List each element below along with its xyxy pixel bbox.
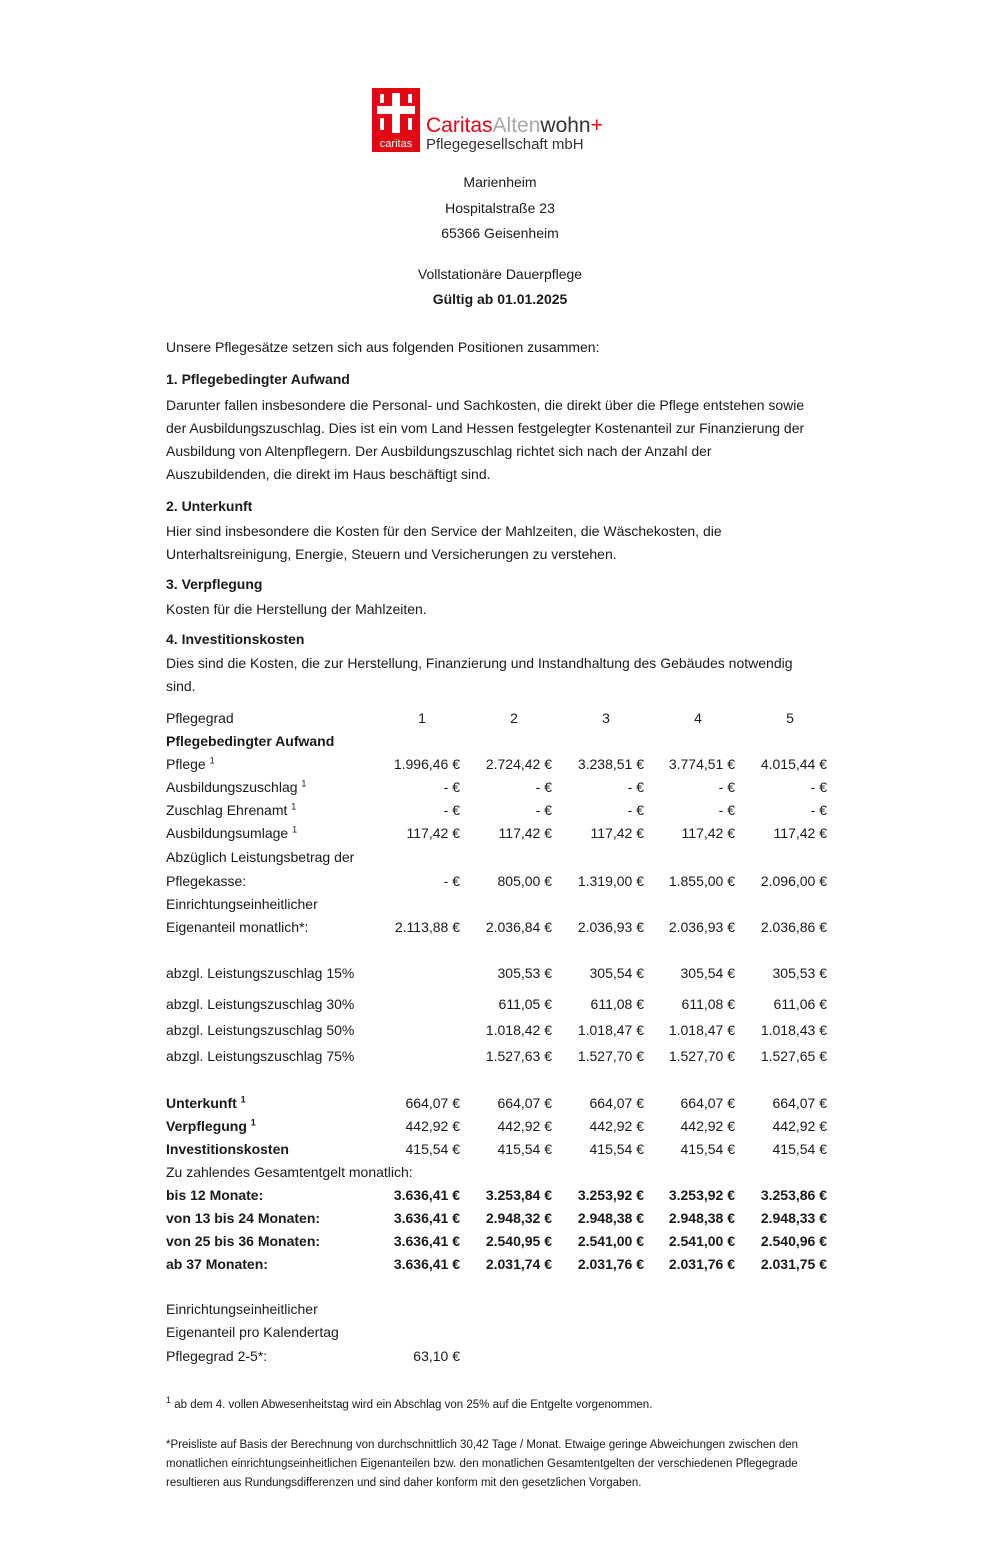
row-label-text: von 13 bis 24 Monaten: — [166, 1210, 321, 1226]
row-label — [166, 1092, 246, 1114]
price-cell: 3.774,51 € — [668, 756, 735, 772]
price-cell: 415,54 € — [680, 1141, 735, 1157]
row-label-text: Pflege — [166, 756, 206, 772]
price-cell: 305,54 € — [589, 965, 644, 981]
cost-row — [166, 1092, 832, 1114]
section-text-line: Dies sind die Kosten, die zur Herstellung, Finanzierung und Instandhaltung des Gebäudes notwendig — [166, 655, 793, 671]
facility-name: Marienheim — [463, 174, 537, 190]
price-cell: 415,54 € — [405, 1141, 460, 1157]
row-label — [166, 870, 246, 892]
price-cell: 1.018,47 € — [577, 1022, 644, 1038]
price-cell: 3.636,41 € — [393, 1210, 460, 1226]
logo-caritas-small-text: caritas — [379, 138, 413, 150]
footnote-marker: 1 — [250, 1117, 256, 1128]
price-cell: 1.527,65 € — [760, 1048, 827, 1064]
price-cell: 2.541,00 € — [577, 1233, 644, 1249]
row-label — [166, 1045, 354, 1067]
row-label-text: Abzüglich Leistungsbetrag der — [166, 849, 355, 865]
section-heading: 2. Unterkunft — [166, 498, 253, 514]
price-cell: 2.036,93 € — [577, 919, 644, 935]
section-text-line: Darunter fallen insbesondere die Personal- und Sachkosten, die direkt über die Pflege entstehen sowie — [166, 397, 805, 413]
section-heading: 4. Investitionskosten — [166, 631, 305, 647]
table-row — [166, 753, 832, 775]
price-cell: 117,42 € — [406, 825, 460, 841]
price-cell: 1.018,47 € — [668, 1022, 735, 1038]
price-cell: 611,08 € — [681, 996, 735, 1012]
row-label-text: Pflegekasse: — [166, 873, 247, 889]
section-text-line: Kosten für die Herstellung der Mahlzeiten. — [166, 601, 427, 617]
section-text-line: Auszubildenden, die direkt im Haus beschäftigt sind. — [166, 466, 491, 482]
logo-name-wohn: wohn — [540, 114, 591, 137]
grade-header: 3 — [602, 710, 610, 726]
price-cell: 2.948,33 € — [760, 1210, 827, 1226]
total-label: Zu zahlendes Gesamtentgelt monatlich: — [166, 1164, 413, 1180]
price-cell: 2.540,95 € — [485, 1233, 552, 1249]
table-row — [166, 916, 832, 938]
valid-from: Gültig ab 01.01.2025 — [432, 291, 568, 307]
daily-value: 63,10 € — [413, 1348, 460, 1364]
discount-row — [166, 993, 832, 1015]
logo-subtitle: Pflegegesellschaft mbH — [426, 136, 584, 153]
total-row — [166, 1230, 832, 1252]
price-cell: - € — [443, 873, 460, 889]
price-cell: 415,54 € — [772, 1141, 827, 1157]
daily-label-line: Pflegegrad 2-5*: — [166, 1348, 268, 1364]
price-cell: 305,53 € — [772, 965, 827, 981]
row-label — [166, 916, 308, 938]
row-label-text: abzgl. Leistungszuschlag 15% — [166, 965, 355, 981]
footnote-marker: 1 — [240, 1094, 246, 1105]
row-label-text: abzgl. Leistungszuschlag 50% — [166, 1022, 355, 1038]
section-text-line: sind. — [166, 678, 196, 694]
price-cell: 611,05 € — [498, 996, 552, 1012]
row-label-text: von 25 bis 36 Monaten: — [166, 1233, 321, 1249]
price-cell: 3.253,84 € — [485, 1187, 552, 1203]
footnote-marker: 1 — [166, 1395, 172, 1406]
facility-city: 65366 Geisenheim — [441, 225, 559, 241]
footnote-2-line: monatlichen einrichtungseinheitlichen Eigenanteilen bzw. den monatlichen Gesamtentgelten der verschiedenen Pflegegrade — [166, 1458, 798, 1470]
row-label — [166, 753, 215, 775]
row-label-text: abzgl. Leistungszuschlag 75% — [166, 1048, 355, 1064]
price-cell: 3.253,86 € — [760, 1187, 827, 1203]
price-cell: 664,07 € — [680, 1095, 735, 1111]
price-cell: - € — [718, 802, 735, 818]
footnote-1-text: ab dem 4. vollen Abwesenheitstag wird ein Abschlag von 25% auf die Entgelte vorgenommen. — [171, 1399, 653, 1411]
logo-brand-name — [426, 114, 603, 138]
price-cell: 117,42 € — [498, 825, 552, 841]
price-cell: 3.636,41 € — [393, 1256, 460, 1272]
price-cell: 442,92 € — [680, 1118, 735, 1134]
price-cell: 664,07 € — [405, 1095, 460, 1111]
price-cell: 415,54 € — [497, 1141, 552, 1157]
daily-row — [166, 1298, 832, 1320]
row-label — [166, 1184, 263, 1206]
footnote-1 — [166, 1396, 836, 1415]
price-cell: 1.527,63 € — [485, 1048, 552, 1064]
discount-row — [166, 1019, 832, 1041]
row-label — [166, 799, 296, 821]
discount-row — [166, 1045, 832, 1067]
section-heading: 3. Verpflegung — [166, 576, 263, 592]
logo-name-plus: + — [590, 114, 603, 137]
row-label-text: Einrichtungseinheitlicher — [166, 896, 318, 912]
section-text-line: Unterhaltsreinigung, Energie, Steuern und Versicherungen zu verstehen. — [166, 546, 617, 562]
price-cell: 415,54 € — [589, 1141, 644, 1157]
price-cell: 305,53 € — [497, 965, 552, 981]
price-cell: 117,42 € — [590, 825, 644, 841]
footnote-marker: 1 — [292, 824, 298, 835]
table-header-row — [166, 707, 832, 729]
price-cell: 442,92 € — [589, 1118, 644, 1134]
price-cell: - € — [627, 779, 644, 795]
table-row — [166, 799, 832, 821]
footnote-marker: 1 — [209, 755, 215, 766]
grade-header: 2 — [510, 710, 518, 726]
row-label — [166, 822, 297, 844]
price-cell: 611,08 € — [590, 996, 644, 1012]
price-cell: 2.948,32 € — [485, 1210, 552, 1226]
price-cell: 117,42 € — [773, 825, 827, 841]
price-cell: 1.319,00 € — [577, 873, 644, 889]
price-cell: 1.996,46 € — [393, 756, 460, 772]
cost-row — [166, 1138, 832, 1160]
table-group-row — [166, 730, 832, 752]
footnote-2-line: resultieren aus Rundungsdifferenzen und sind daher konform mit den gesetzlichen Vorgaben. — [166, 1477, 642, 1489]
table-row — [166, 822, 832, 844]
price-cell: 3.238,51 € — [577, 756, 644, 772]
footnote-marker: 1 — [301, 778, 307, 789]
group-label: Pflegebedingter Aufwand — [166, 733, 335, 749]
row-label-text: bis 12 Monate: — [166, 1187, 264, 1203]
row-label — [166, 993, 354, 1015]
price-cell: 442,92 € — [405, 1118, 460, 1134]
price-cell: - € — [535, 802, 552, 818]
total-label-row — [166, 1161, 832, 1183]
price-cell: 305,54 € — [680, 965, 735, 981]
daily-label-line: Einrichtungseinheitlicher — [166, 1301, 318, 1317]
price-cell: - € — [810, 779, 827, 795]
price-cell: 1.018,43 € — [760, 1022, 827, 1038]
price-cell: 2.540,96 € — [760, 1233, 827, 1249]
price-cell: - € — [627, 802, 644, 818]
table-row — [166, 776, 832, 798]
row-label-text: Ausbildungsumlage — [166, 825, 289, 841]
section-text-line: Hier sind insbesondere die Kosten für den Service der Mahlzeiten, die Wäschekosten, die — [166, 523, 722, 539]
price-cell: - € — [718, 779, 735, 795]
price-cell: 1.527,70 € — [577, 1048, 644, 1064]
price-cell: 3.636,41 € — [393, 1187, 460, 1203]
row-label-text: Zuschlag Ehrenamt — [166, 802, 288, 818]
section-text-line: Ausbildung von Altenpflegern. Der Ausbildungszuschlag richtet sich nach der Anzahl der — [166, 443, 712, 459]
row-label — [166, 1115, 256, 1137]
row-label-text: Ausbildungszuschlag — [166, 779, 298, 795]
price-cell: 1.855,00 € — [668, 873, 735, 889]
price-cell: 664,07 € — [772, 1095, 827, 1111]
facility-street: Hospitalstraße 23 — [445, 200, 555, 216]
total-row — [166, 1253, 832, 1275]
price-cell: 2.031,74 € — [485, 1256, 552, 1272]
price-cell: 2.031,76 € — [668, 1256, 735, 1272]
price-cell: 2.036,84 € — [485, 919, 552, 935]
daily-row — [166, 1321, 832, 1343]
price-cell: 611,06 € — [773, 996, 827, 1012]
caritas-cross-icon — [372, 88, 420, 152]
footnote-2-line: *Preisliste auf Basis der Berechnung von durchschnittlich 30,42 Tage / Monat. Etwaige geringe Abweichungen zwischen den — [166, 1439, 799, 1451]
row-label-text: Verpflegung — [166, 1118, 247, 1134]
daily-row — [166, 1345, 832, 1367]
row-label — [166, 1253, 268, 1275]
price-cell: 2.113,88 € — [394, 919, 460, 935]
row-label-text: Unterkunft — [166, 1095, 237, 1111]
price-cell: 2.031,76 € — [577, 1256, 644, 1272]
section-text-line: der Ausbildungszuschlag. Dies ist ein vom Land Hessen festgelegter Kostenanteil zur Finanzierung der — [166, 420, 805, 436]
price-cell: 2.948,38 € — [577, 1210, 644, 1226]
price-cell: - € — [443, 802, 460, 818]
price-cell: 442,92 € — [772, 1118, 827, 1134]
price-cell: 664,07 € — [497, 1095, 552, 1111]
logo-name-caritas: Caritas — [426, 114, 493, 137]
table-row — [166, 893, 832, 915]
price-cell: - € — [810, 802, 827, 818]
logo-name-alten: Alten — [492, 114, 541, 137]
price-cell: 805,00 € — [497, 873, 552, 889]
price-cell: 117,42 € — [681, 825, 735, 841]
price-cell: 2.036,86 € — [760, 919, 827, 935]
row-label — [166, 846, 354, 868]
row-label-text: abzgl. Leistungszuschlag 30% — [166, 996, 355, 1012]
row-label — [166, 1138, 289, 1160]
row-label — [166, 893, 318, 915]
row-label-text: ab 37 Monaten: — [166, 1256, 268, 1272]
price-cell: 2.541,00 € — [668, 1233, 735, 1249]
section-heading: 1. Pflegebedingter Aufwand — [166, 371, 350, 387]
care-type: Vollstationäre Dauerpflege — [417, 266, 583, 282]
footnote-marker: 1 — [291, 801, 297, 812]
price-cell: - € — [535, 779, 552, 795]
price-cell: 3.253,92 € — [577, 1187, 644, 1203]
price-cell: 3.253,92 € — [668, 1187, 735, 1203]
price-cell: - € — [443, 779, 460, 795]
table-row — [166, 870, 832, 892]
price-cell: 2.724,42 € — [485, 756, 552, 772]
daily-label-line: Eigenanteil pro Kalendertag — [166, 1324, 339, 1340]
price-cell: 2.948,38 € — [668, 1210, 735, 1226]
total-row — [166, 1184, 832, 1206]
row-label — [166, 962, 354, 984]
total-row — [166, 1207, 832, 1229]
price-cell: 4.015,44 € — [760, 756, 827, 772]
table-row — [166, 846, 832, 868]
caritas-logo — [372, 88, 632, 152]
grade-header: 4 — [694, 710, 702, 726]
row-label-text: Eigenanteil monatlich*: — [166, 919, 309, 935]
pflegegrad-label: Pflegegrad — [166, 710, 234, 726]
price-cell: 2.031,75 € — [760, 1256, 827, 1272]
cost-row — [166, 1115, 832, 1137]
price-cell: 1.018,42 € — [485, 1022, 552, 1038]
price-cell: 2.096,00 € — [760, 873, 827, 889]
grade-header: 5 — [786, 710, 794, 726]
price-cell: 3.636,41 € — [393, 1233, 460, 1249]
row-label — [166, 1019, 354, 1041]
row-label — [166, 1230, 320, 1252]
row-label — [166, 776, 306, 798]
price-cell: 442,92 € — [497, 1118, 552, 1134]
price-cell: 2.036,93 € — [668, 919, 735, 935]
grade-header: 1 — [418, 710, 426, 726]
row-label — [166, 1207, 320, 1229]
intro-text: Unsere Pflegesätze setzen sich aus folgenden Positionen zusammen: — [166, 339, 600, 355]
discount-row — [166, 962, 832, 984]
price-cell: 664,07 € — [589, 1095, 644, 1111]
price-cell: 1.527,70 € — [668, 1048, 735, 1064]
row-label-text: Investitionskosten — [166, 1141, 289, 1157]
